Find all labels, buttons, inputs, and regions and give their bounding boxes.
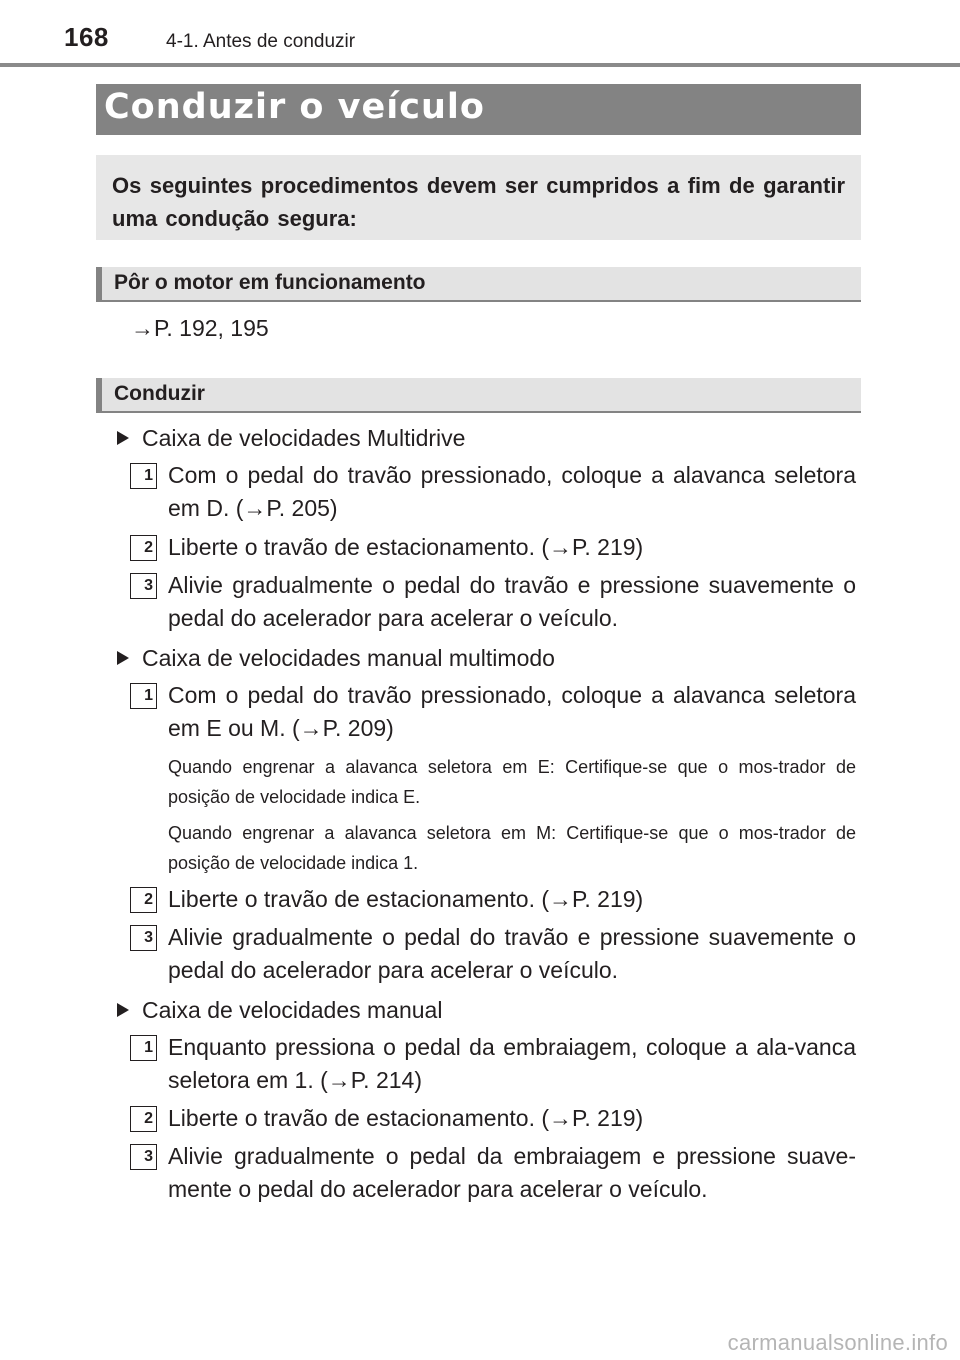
step-number-badge: 2 [130,887,157,913]
multidrive-step-3: Alivie gradualmente o pedal do travão e pressione suavemente o pedal do acelerador para acelerar o veículo. [168,572,856,631]
subheading-driving [96,378,861,413]
multimode-step-1: Com o pedal do travão pressionado, coloque a alavanca seletora em E ou M. (→P. 209) [168,682,856,741]
multidrive-step-2: Liberte o travão de estacionamento. (→P. 219) [168,534,644,560]
intro-box [96,155,861,240]
step-number-badge: 3 [130,925,157,951]
step-number-badge: 3 [130,1144,157,1170]
manual-step-3: Alivie gradualmente o pedal da embraiagem e pressione suave-mente o pedal do acelerador para acelerar o veículo. [168,1143,856,1202]
triangle-bullet-icon [117,1003,129,1017]
multimode-note-m: Quando engrenar a alavanca seletora em M: Certifique-se que o mos-trador de posição de velocidade indica 1. [168,823,856,873]
page-number: 168 [64,22,109,52]
multimode-step-3: Alivie gradualmente o pedal do travão e pressione suavemente o pedal do acelerador para acelerar o veículo. [168,924,856,983]
step-number-badge: 1 [130,683,157,709]
step-number-badge: 2 [130,1106,157,1132]
intro-text: Os seguintes procedimentos devem ser cumpridos a fim de garantir uma condução segura: [112,173,845,231]
step-number-badge: 1 [130,1035,157,1061]
subheading-start-engine-label: Pôr o motor em funcionamento [114,271,426,294]
section-breadcrumb: 4-1. Antes de conduzir [166,31,356,52]
subheading-start-engine [96,267,861,302]
manual-step-1: Enquanto pressiona o pedal da embraiagem, coloque a ala-vanca seletora em 1. (→P. 214) [168,1034,856,1093]
multimode-title: Caixa de velocidades manual multimodo [142,645,555,671]
page-title-bar [96,84,861,135]
manual-title: Caixa de velocidades manual [142,997,443,1023]
page-title: Conduzir o veículo [104,87,485,127]
start-engine-reference: →P. 192, 195 [131,315,269,341]
subheading-driving-label: Conduzir [114,382,205,405]
header-divider [0,63,960,67]
multidrive-title: Caixa de velocidades Multidrive [142,425,466,451]
multimode-note-e: Quando engrenar a alavanca seletora em E: Certifique-se que o mos-trador de posição de velocidade indica E. [168,757,856,807]
triangle-bullet-icon [117,651,129,665]
step-number-badge: 1 [130,463,157,489]
step-number-badge: 2 [130,535,157,561]
manual-step-2: Liberte o travão de estacionamento. (→P. 219) [168,1105,644,1131]
multimode-step-2: Liberte o travão de estacionamento. (→P. 219) [168,886,644,912]
triangle-bullet-icon [117,431,129,445]
page-header [0,0,960,68]
step-number-badge: 3 [130,573,157,599]
multidrive-step-1: Com o pedal do travão pressionado, coloque a alavanca seletora em D. (→P. 205) [168,462,856,521]
watermark: carmanualsonline.info [727,1330,948,1355]
